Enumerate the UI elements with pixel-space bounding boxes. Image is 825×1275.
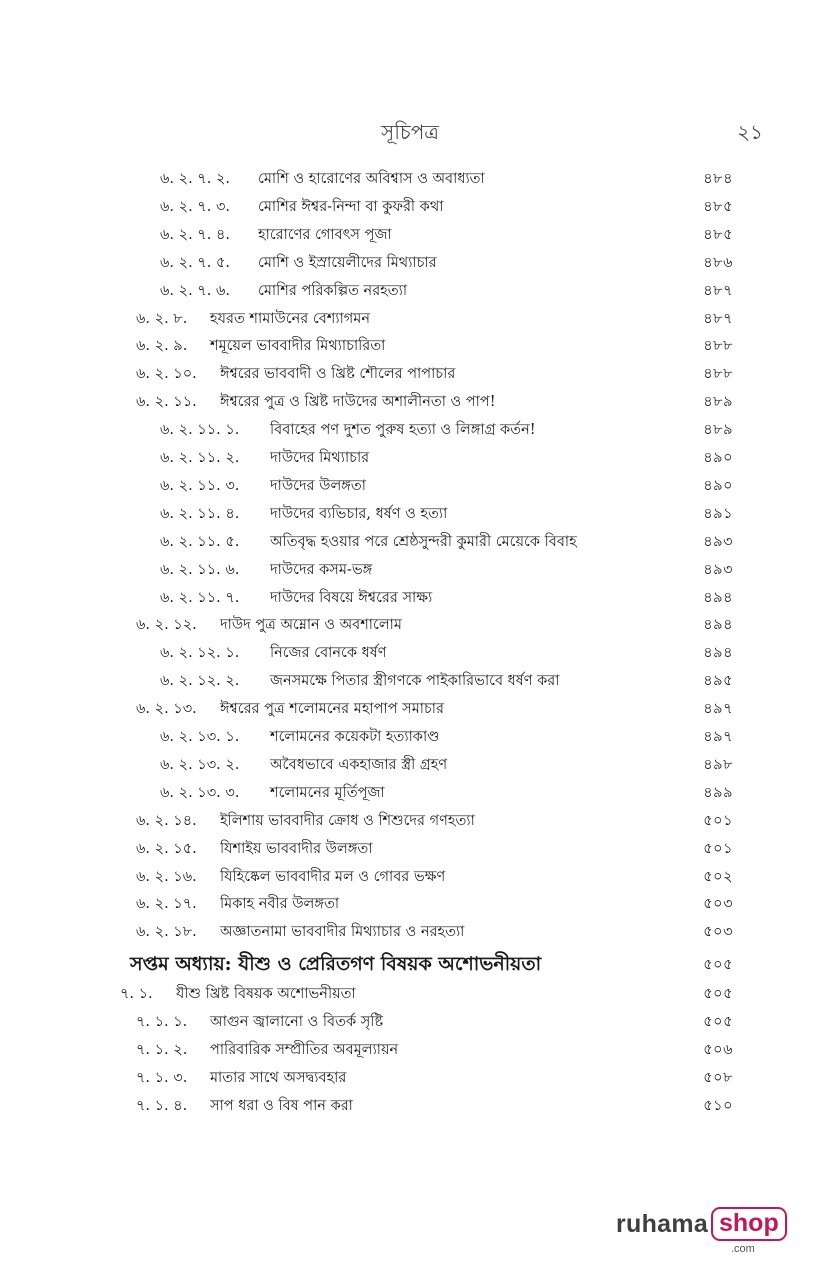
toc-entry-title: দাউদের উলঙ্গতা: [270, 477, 366, 494]
toc-entry: [0, 779, 825, 807]
toc-entry: [0, 193, 825, 221]
toc-entry-page: ৪৯৪: [703, 617, 733, 634]
toc-entry: [0, 807, 825, 835]
toc-entry-title: দাউদের মিথ্যাচার: [270, 450, 370, 466]
toc-entry: [0, 639, 825, 667]
toc-entry-page: ৪৮৭: [703, 282, 733, 299]
toc-entry: [0, 1036, 825, 1064]
toc-entry-title: ঈশ্বরের পুত্র শলোমনের মহাপাপ সমাচার: [220, 701, 444, 718]
toc-entry: [0, 723, 825, 751]
toc-entry-page: ৫১০: [703, 1097, 733, 1114]
toc-entry-title: ইলিশায় ভাববাদীর ক্রোধ ও শিশুদের গণহত্যা: [220, 812, 475, 829]
toc-entry-title: নিজের বোনকে ধর্ষণ: [270, 645, 387, 662]
toc-entry-number: ৬. ২. ১২.: [136, 617, 197, 634]
toc-entry-page: ৫০৩: [703, 896, 733, 913]
toc-entry: [0, 980, 825, 1008]
page-title: সূচিপত্র: [381, 120, 439, 144]
toc-entry-title: দাউদের কসম-ভঙ্গ: [270, 561, 373, 578]
logo-wordmark: ruhama: [616, 1210, 709, 1238]
toc-entry-page: ৪৯৭: [703, 701, 733, 718]
toc-entry-title: হারোণের গোবৎস পূজা: [258, 226, 392, 243]
toc-entry: [0, 277, 825, 305]
toc-entry: [0, 611, 825, 639]
toc-entry-title: সাপ ধরা ও বিষ পান করা: [210, 1097, 353, 1114]
toc-entry-page: ৪৮৬: [703, 254, 733, 271]
toc-entry-page: ৫০১: [703, 840, 733, 857]
toc-entry: [0, 695, 825, 723]
toc-entry-title: শমূয়েল ভাববাদীর মিথ্যাচারিতা: [210, 338, 386, 355]
toc-entry-number: ৬. ২. ১৫.: [136, 840, 197, 857]
toc-entry-number: ৬. ২. ১৪.: [136, 812, 197, 829]
toc-entry-title: অজ্ঞাতনামা ভাববাদীর মিথ্যাচার ও নরহত্যা: [220, 924, 465, 941]
toc-entry-number: ৬. ২. ১১. ১.: [160, 422, 240, 439]
toc-entry-title: ঈশ্বরের ভাববাদী ও খ্রিষ্ট শৌলের পাপাচার: [220, 366, 456, 383]
ruhamashop-logo: [616, 1207, 781, 1257]
toc-entry-title: মাতার সাথে অসদ্ব্যবহার: [210, 1069, 347, 1086]
toc-entry-page: ৪৯৯: [703, 784, 733, 801]
page-header: [0, 118, 825, 148]
toc-entry-number: ৬. ২. ১৩. ২.: [160, 756, 240, 773]
toc-entry-page: ৪৮৫: [703, 198, 733, 215]
toc-entry-number: ৬. ২. ১৩. ৩.: [160, 784, 240, 801]
toc-entry-title: মিকাহ নবীর উলঙ্গতা: [220, 896, 340, 913]
toc-entry-page: ৪৯৩: [703, 533, 733, 550]
toc-entry-page: ৪৯৩: [703, 561, 733, 578]
toc-entry: [0, 667, 825, 695]
toc-entry-number: ৬. ২. ১১. ৬.: [160, 561, 240, 578]
toc-entry-number: ৬. ২. ১১. ২.: [160, 450, 240, 466]
toc-entry: [0, 500, 825, 528]
toc-entry-number: ৭. ১. ৩.: [136, 1069, 188, 1086]
toc-entry: [0, 472, 825, 500]
toc-entry-page: ৪৯০: [703, 477, 733, 494]
toc-entry-page: ৪৮৫: [703, 226, 733, 243]
toc-entry-page: ৫০৫: [703, 957, 733, 974]
toc-entry-page: ৪৮৮: [703, 366, 733, 383]
toc-entry-title: যিহিষ্কেল ভাববাদীর মল ও গোবর ভক্ষণ: [220, 868, 446, 885]
toc-entry: [0, 444, 825, 472]
toc-entry-number: ৬. ২. ৯.: [136, 338, 188, 355]
toc-entry-page: ৪৮৯: [703, 422, 733, 439]
toc-entry: [0, 221, 825, 249]
toc-entry-number: ৬. ২. ১৭.: [136, 896, 197, 913]
toc-entry-page: ৪৯১: [703, 505, 733, 522]
toc-entry-title: মোশি ও হারোণের অবিশ্বাস ও অবাধ্যতা: [258, 171, 485, 187]
toc-entry: [0, 918, 825, 946]
toc-entry-number: ৬. ২. ৭. ৩.: [160, 198, 230, 215]
toc-entry: [0, 165, 825, 193]
toc-entry-page: ৫০৫: [703, 986, 733, 1003]
toc-entry-page: ৫০৬: [703, 1041, 733, 1058]
toc-entry-title: মোশি ও ইস্রায়েলীদের মিথ্যাচার: [258, 254, 437, 271]
toc-entry-title: যীশু খ্রিষ্ট বিষয়ক অশোভনীয়তা: [176, 986, 356, 1003]
toc-entry-page: ৫০৮: [703, 1069, 733, 1086]
toc-entry: [0, 1064, 825, 1092]
toc-entry-page: ৪৯৪: [703, 589, 733, 606]
logo-domain: .com: [731, 1243, 755, 1255]
toc-entry-title: অবৈধভাবে একহাজার স্ত্রী গ্রহণ: [270, 756, 448, 773]
toc-entry-title: জনসমক্ষে পিতার স্ত্রীগণকে পাইকারিভাবে ধর্ষণ করা: [270, 673, 560, 690]
toc-entry: [0, 1092, 825, 1120]
toc-entry-number: ৭. ১. ২.: [136, 1041, 188, 1058]
toc-entry: [0, 416, 825, 444]
toc-entry-title: শলোমনের কয়েকটা হত্যাকাণ্ড: [270, 729, 440, 745]
toc-entry-title: পারিবারিক সম্প্রীতির অবমূল্যায়ন: [210, 1041, 399, 1058]
toc-entry-title: অতিবৃদ্ধ হওয়ার পরে শ্রেষ্ঠসুন্দরী কুমারী মেয়েকে বিবাহ: [270, 533, 577, 550]
toc-entry-number: ৬. ২. ৭. ৬.: [160, 282, 230, 299]
toc-entry-title: ঈশ্বরের পুত্র ও খ্রিষ্ট দাউদের অশালীনতা ও পাপ!: [220, 394, 496, 411]
toc-entry-title: আগুন জ্বালানো ও বিতর্ক সৃষ্টি: [210, 1014, 384, 1030]
logo-shop-badge: shop: [711, 1207, 787, 1241]
toc-entry-title: দাউদ পুত্র অম্নোন ও অবশালোম: [220, 617, 402, 634]
toc-entry: [0, 556, 825, 584]
toc-entry: [0, 1008, 825, 1036]
toc-entry-title: মোশির পরিকল্পিত নরহত্যা: [258, 282, 408, 299]
chapter-title: সপ্তম অধ্যায়: যীশু ও প্রেরিতগণ বিষয়ক অশোভনীয়তা: [130, 953, 542, 976]
toc-entry: [0, 835, 825, 863]
toc-entry: [0, 751, 825, 779]
toc-entry-page: ৪৮৪: [703, 171, 733, 187]
toc-entry-number: ৬. ২. ৭. ৫.: [160, 254, 230, 271]
toc-chapter-heading: [0, 950, 825, 978]
toc-entry-number: ৬. ২. ৮.: [136, 310, 188, 327]
toc-entry-page: ৫০৫: [703, 1014, 733, 1030]
toc-entry-number: ৬. ২. ১৮.: [136, 924, 197, 941]
toc-entry: [0, 305, 825, 333]
toc-entry-title: হযরত শামাউনের বেশ্যাগমন: [210, 310, 370, 327]
toc-entry-number: ৬. ২. ১১. ৫.: [160, 533, 240, 550]
toc-entry-number: ৬. ২. ১২. ১.: [160, 645, 240, 662]
toc-entry: [0, 360, 825, 388]
toc-entry-title: দাউদের বিষয়ে ঈশ্বরের সাক্ষ্য: [270, 589, 433, 606]
toc-entry-title: দাউদের ব্যভিচার, ধর্ষণ ও হত্যা: [270, 505, 448, 522]
toc-entry-number: ৬. ২. ১০.: [136, 366, 197, 383]
toc-entry: [0, 528, 825, 556]
toc-entry-title: শলোমনের মূর্তিপূজা: [270, 784, 385, 801]
toc-entry-number: ৬. ২. ১১.: [136, 394, 197, 411]
toc-entry-number: ৭. ১. ৪.: [136, 1097, 188, 1114]
toc-entry-number: ৬. ২. ১৬.: [136, 868, 197, 885]
toc-entry-page: ৪৯৭: [703, 729, 733, 745]
toc-entry-page: ৫০২: [703, 868, 733, 885]
toc-entry-number: ৬. ২. ১৩. ১.: [160, 729, 240, 745]
toc-entry-title: মোশির ঈশ্বর-নিন্দা বা কুফরী কথা: [258, 198, 444, 215]
toc-entry-number: ৬. ২. ১১. ৪.: [160, 505, 240, 522]
toc-entry-number: ৭. ১. ১.: [136, 1014, 188, 1030]
toc-entry-page: ৫০৩: [703, 924, 733, 941]
toc-entry-number: ৬. ২. ১৩.: [136, 701, 197, 718]
toc-entry-page: ৪৮৮: [703, 338, 733, 355]
toc-entry: [0, 249, 825, 277]
toc-entry: [0, 332, 825, 360]
toc-entry: [0, 863, 825, 891]
toc-entry: [0, 584, 825, 612]
toc-entry-number: ৬. ২. ১১. ৭.: [160, 589, 240, 606]
toc-entry-page: ৪৯০: [703, 450, 733, 466]
toc-entry-page: ৪৯৮: [703, 756, 733, 773]
page-number: ২১: [737, 120, 763, 144]
toc-entry-title: বিবাহের পণ দুশত পুরুষ হত্যা ও লিঙ্গাগ্র কর্তন!: [270, 422, 536, 439]
toc-entry-number: ৬. ২. ৭. ৪.: [160, 226, 230, 243]
toc-entry-number: ৭. ১.: [120, 986, 153, 1003]
toc-entry-page: ৪৮৯: [703, 394, 733, 411]
toc-entry: [0, 890, 825, 918]
toc-entry-page: ৪৯৫: [703, 673, 733, 690]
toc-entry-number: ৬. ২. ৭. ২.: [160, 171, 230, 187]
toc-entry-number: ৬. ২. ১১. ৩.: [160, 477, 240, 494]
toc-entry-page: ৪৯৪: [703, 645, 733, 662]
toc-entry-number: ৬. ২. ১২. ২.: [160, 673, 240, 690]
toc-entry-page: ৫০১: [703, 812, 733, 829]
toc-entry: [0, 388, 825, 416]
toc-entry-title: যিশাইয় ভাববাদীর উলঙ্গতা: [220, 840, 373, 857]
toc-entry-page: ৪৮৭: [703, 310, 733, 327]
